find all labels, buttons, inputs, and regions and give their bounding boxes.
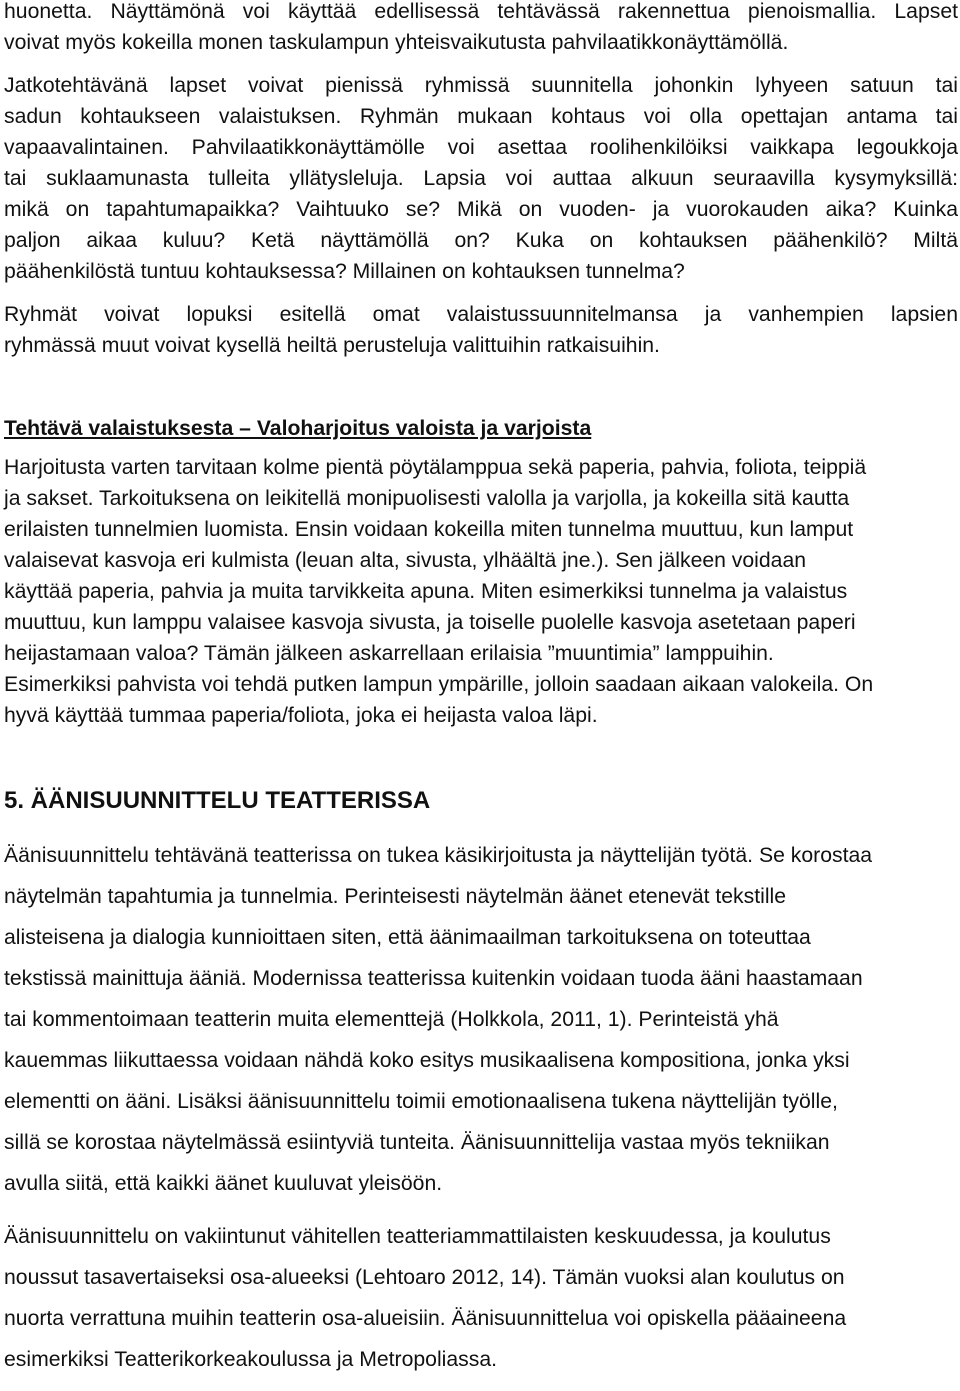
text-line: ryhmässä muut voivat kysellä heiltä perusteluja valittuihin ratkaisuihin.: [4, 334, 660, 357]
text-line: mikä on tapahtumapaikka? Vaihtuuko se? Mikä on vuoden- ja vuorokauden aika? Kuinka: [4, 198, 958, 221]
text-line: paljon aikaa kuluu? Ketä näyttämöllä on? Kuka on kohtauksen päähenkilö? Miltä: [4, 229, 958, 252]
text-line: Harjoitusta varten tarvitaan kolme pientä pöytälamppua sekä paperia, pahvia, foliota, teippiä: [4, 456, 867, 479]
paragraph-intro-3: [4, 299, 958, 361]
paragraph-task: [4, 452, 958, 731]
text-line: sillä se korostaa näytelmässä esiintyviä tunteita. Äänisuunnittelija vastaa myös tekniikan: [4, 1131, 830, 1154]
text-line: sadun kohtaukseen valaistuksen. Ryhmän mukaan kohtaus voi olla opettajan antama tai: [4, 105, 958, 128]
text-line: muuttuu, kun lamppu valaisee kasvoja sivusta, ja toiselle puolelle kasvoja asetetaan paperi: [4, 611, 856, 634]
paragraph-intro-2: [4, 70, 958, 287]
paragraph-intro-1: [4, 0, 958, 58]
text-line: Ryhmät voivat lopuksi esitellä omat valaistussuunnitelmansa ja vanhempien lapsien: [4, 303, 958, 326]
text-line: päähenkilöstä tuntuu kohtauksessa? Millainen on kohtauksen tunnelma?: [4, 260, 685, 283]
text-line: elementti on ääni. Lisäksi äänisuunnittelu toimii emotionaalisena tukena näyttelijän työlle,: [4, 1090, 838, 1113]
text-line: huonetta. Näyttämönä voi käyttää edellisessä tehtävässä rakennettua pienoismallia. Lapset: [4, 0, 958, 23]
text-line: kauemmas liikuttaessa voidaan nähdä koko esitys musikaalisena kompositiona, jonka yksi: [4, 1049, 850, 1072]
text-line: avulla siitä, että kaikki äänet kuuluvat yleisöön.: [4, 1172, 443, 1195]
section-title: 5. ÄÄNISUUNNITTELU TEATTERISSA: [4, 787, 431, 814]
text-line: hyvä käyttää tummaa paperia/foliota, joka ei heijasta valoa läpi.: [4, 704, 598, 727]
text-line: heijastamaan valoa? Tämän jälkeen askarrellaan erilaisia ”muuntimia” lamppuihin.: [4, 642, 774, 665]
text-line: esimerkiksi Teatterikorkeakoulussa ja Metropoliassa.: [4, 1348, 498, 1371]
text-line: noussut tasavertaiseksi osa-alueeksi (Lehtoaro 2012, 14). Tämän vuoksi alan koulutus on: [4, 1266, 845, 1289]
task-heading: Tehtävä valaistuksesta – Valoharjoitus valoista ja varjoista: [4, 417, 592, 440]
text-line: nuorta verrattuna muihin teatterin osa-alueisiin. Äänisuunnittelua voi opiskella pääaineena: [4, 1307, 847, 1330]
text-line: Esimerkiksi pahvista voi tehdä putken lampun ympärille, jolloin saadaan aikaan valokeila. On: [4, 673, 874, 696]
text-line: Äänisuunnittelu tehtävänä teatterissa on tukea käsikirjoitusta ja näyttelijän työtä. Se korostaa: [4, 844, 873, 867]
paragraph-sound-2: [4, 1216, 958, 1380]
text-line: Äänisuunnittelu on vakiintunut vähitellen teatteriammattilaisten keskuudessa, ja koulutus: [4, 1225, 831, 1248]
text-line: tai suklaamunasta tulleita yllätysleluja. Lapsia voi auttaa alkuun seuraavilla kysymyksillä:: [4, 167, 958, 190]
text-line: valaisevat kasvoja eri kulmista (leuan alta, sivusta, ylhäältä jne.). Sen jälkeen voidaan: [4, 549, 807, 572]
text-line: käyttää paperia, pahvia ja muita tarvikkeita apuna. Miten esimerkiksi tunnelma ja valaistus: [4, 580, 848, 603]
text-line: tai kommentoimaan teatterin muita elementtejä (Holkkola, 2011, 1). Perinteistä yhä: [4, 1008, 779, 1031]
text-line: näytelmän tapahtumia ja tunnelmia. Perinteisesti näytelmän äänet etenevät tekstille: [4, 885, 787, 908]
text-line: erilaisten tunnelmien luomista. Ensin voidaan kokeilla miten tunnelma muuttuu, kun lamput: [4, 518, 854, 541]
paragraph-sound-1: [4, 835, 958, 1204]
text-line: Jatkotehtävänä lapset voivat pienissä ryhmissä suunnitella johonkin lyhyeen satuun tai: [4, 74, 958, 97]
text-line: ja sakset. Tarkoituksena on leikitellä monipuolisesti valolla ja varjolla, ja kokeilla sitä kautta: [4, 487, 850, 510]
text-line: tekstissä mainittuja ääniä. Modernissa teatterissa kuitenkin voidaan tuoda ääni haastamaan: [4, 967, 863, 990]
text-line: alisteisena ja dialogia kunnioittaen siten, että äänimaailman tarkoituksena on toteuttaa: [4, 926, 811, 949]
text-line: voivat myös kokeilla monen taskulampun yhteisvaikutusta pahvilaatikkonäyttämöllä.: [4, 31, 789, 54]
text-line: vapaavalintainen. Pahvilaatikkonäyttämölle voi asettaa roolihenkilöiksi vaikkapa legoukkoja: [4, 136, 958, 159]
